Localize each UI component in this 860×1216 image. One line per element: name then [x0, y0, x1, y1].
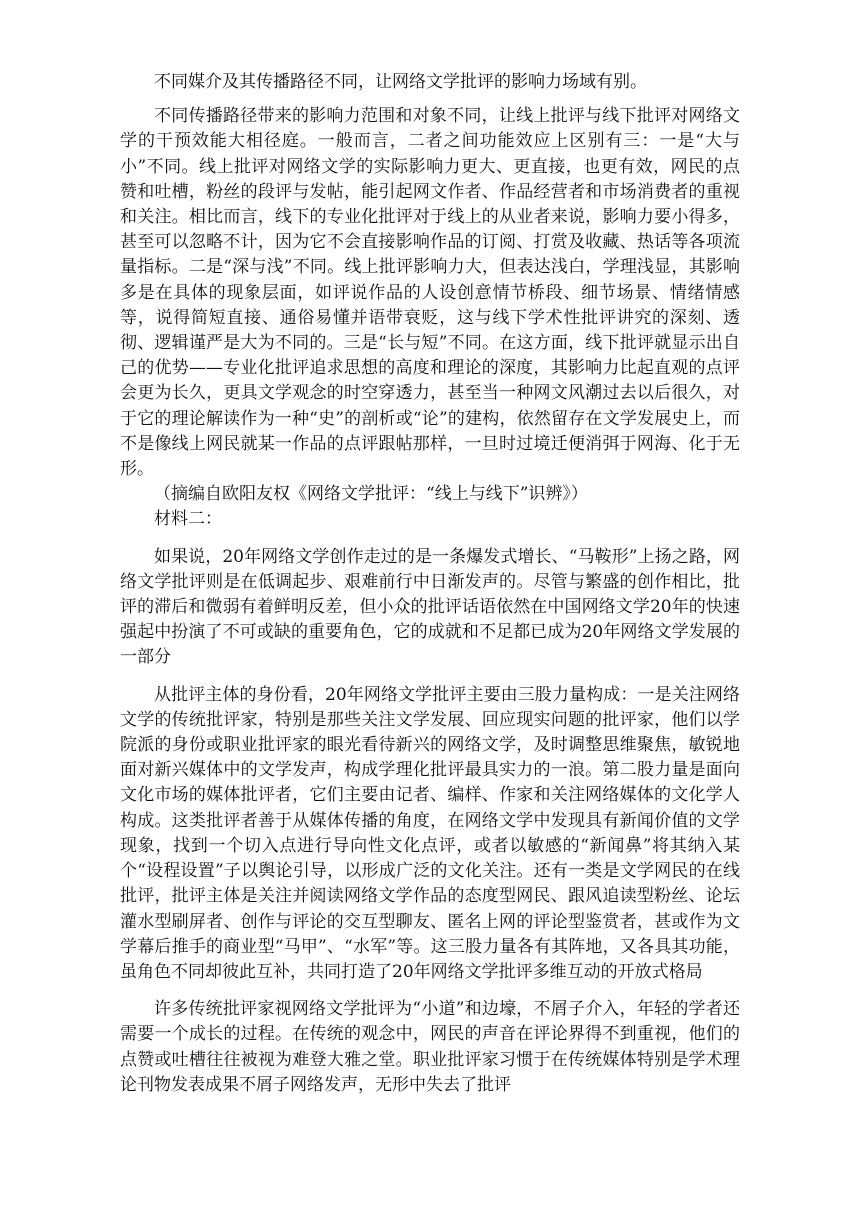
paragraph-development: 如果说，20年网络文学创作走过的是一条爆发式增长、“马鞍形”上扬之路，网络文学批评则是在低调起步、艰难前行中日渐发声的。尽管与繁盛的创作相比，批评的滞后和微弱有着鲜明反差，但小众的批评话语依然在中国网络文学20年的快速强起中扮演了不可或缺的重要角色，它的成就和不足都已成为20年网络文学发展的一部分 [120, 546, 740, 668]
paragraph-critics: 从批评主体的身份看，20年网络文学批评主要由三股力量构成：一是关注网络文学的传统批评家，特别是那些关注文学发展、回应现实问题的批评家，他们以学院派的身份或职业批评家的眼光看待新兴的网络文学，及时调整思维聚焦，敏锐地面对新兴媒体中的文学发声，构成学理化批评最具实力的一浪。第二股力量是面向文化市场的媒体批评者，它们主要由记者、编样、作家和关注网络媒体的文化学人构成。这类批评者善于从媒体传播的角度，在网络文学中发现具有新闻价值的文学现象，找到一个切入点进行导向性文化点评，或者以敏感的“新闻鼻”将其纳入某个“设程设置”子以舆论引导，以形成广泛的文化关注。还有一类是文学网民的在线批评，批评主体是关注并阅读网络文学作品的态度型网民、跟风追读型粉丝、论坛灌水型刷屏者、创作与评论的交互型聊友、匿名上网的评论型鉴赏者，甚或作为文学幕后推手的商业型“马甲”、“水军”等。这三股力量各有其阵地，又各具其功能，虽角色不同却彼此互补，共同打造了20年网络文学批评多维互动的开放式格局 [120, 684, 740, 982]
material-two-label: 材料二： [154, 509, 222, 530]
source-citation: （摘编自欧阳友权《网络文学批评：“线上与线下”识辨》） [154, 484, 588, 505]
paragraph-intro: 不同媒介及其传播路径不同，让网络文学批评的影响力场域有别。 [154, 72, 647, 92]
paragraph-traditional-critics: 许多传统批评家视网络文学批评为“小道”和边壕，不屑子介入，年轻的学者还需要一个成长的过程。在传统的观念中，网民的声音在评论界得不到重视，他们的点赞或吐槽往往被视为难登大雅之堂。职业批评家习惯于在传统媒体特别是学术理论刊物发表成果不屑子网络发声，无形中失去了批评 [120, 999, 740, 1095]
paragraph-online-offline: 不同传播路径带来的影响力范围和对象不同，让线上批评与线下批评对网络文学的干预效能大相径庭。一般而言，二者之间功能效应上区别有三：一是“大与小”不同。线上批评对网络文学的实际影响力更大、更直接，也更有效，网民的点赞和吐槽，粉丝的段评与发帖，能引起网文作者、作品经营者和市场消费者的重视和关注。相比而言，线下的专业化批评对于线上的从业者来说，影响力要小得多，甚至可以忽略不计，因为它不会直接影响作品的订阅、打赏及收藏、热话等各项流量指标。二是“深与浅”不同。线上批评影响力大，但表达浅白，学理浅显，其影响多是在具体的现象层面，如评说作品的人设创意情节桥段、细节场景、情绪情感等，说得简短直接、通俗易懂并语带衰贬，这与线下学术性批评讲究的深刻、透彻、逻辑谨严是大为不同的。三是“长与短”不同。在这方面，线下批评就显示出自己的优势——专业化批评追求思想的高度和理论的深度，其影响力比起直观的点评会更为长久，更具文学观念的时空穿透力，甚至当一种网文风潮过去以后很久，对于它的理论解读作为一种“史”的剖析或“论”的建构，依然留存在文学发展史上，而不是像线上网民就某一作品的点评跟帖那样，一旦时过境迁便消弭于网海、化于无形。 [120, 106, 740, 480]
document-page [120, 70, 740, 1098]
